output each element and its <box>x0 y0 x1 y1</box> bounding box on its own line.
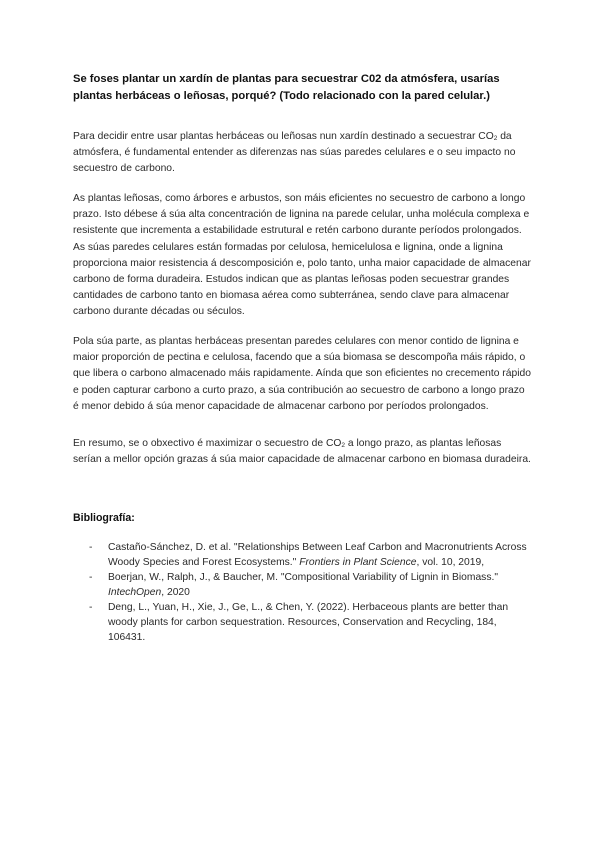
paragraph-intro-text-b: da atmósfera, é fundamental entender as diferenzas nas súas paredes celulares e o seu impacto no secuestro de carbono. <box>73 131 516 175</box>
paragraph-summary <box>73 436 531 468</box>
citation-text: Boerjan, W., Ralph, J., & Baucher, M. "Compositional Variability of Lignin in Biomass." <box>108 572 498 584</box>
paragraph-summary-text-a: En resumo, se o obxectivo é maximizar o secuestro de CO <box>73 438 342 449</box>
question-heading: Se foses plantar un xardín de plantas para secuestrar C02 da atmósfera, usarías plantas herbáceas o leñosas, porqué? (Todo relacionado con la pared celular.) <box>73 73 500 102</box>
co2-subscript: 2 <box>493 135 498 142</box>
citation-details: , 2020 <box>161 586 190 598</box>
citation-text: Deng, L., Yuan, H., Xie, J., Ge, L., & Chen, Y. (2022). Herbaceous plants are better than woody plants for carbon sequestration. Resources, Conservation and Recycling, 184, 106431. <box>108 602 509 643</box>
paragraph-summary-text-b: a longo prazo, as plantas leñosas serían a mellor opción grazas á súa maior capacidade de almacenar carbono en biomasa duradeira. <box>73 438 531 466</box>
citation-details: , vol. 10, 2019, <box>416 556 485 568</box>
bullet-dash: - <box>89 572 93 584</box>
citation-publisher: IntechOpen <box>108 586 162 598</box>
paragraph-herbaceous-plants: Pola súa parte, as plantas herbáceas presentan paredes celulares con menor contido de lignina e maior proporción de pectina e celulosa, facendo que a súa biomasa se descompoña máis rápido, o que libera o carbono almacenado máis rapidamente. Aínda que son eficientes no crecemento rápido e poden capturar carbono a curto prazo, a súa contribución ao secuestro de carbono a longo prazo é menor debido á súa menor capacidade de almacenar carbono por períodos prolongados. <box>73 336 531 412</box>
citation-journal: Frontiers in Plant Science <box>299 556 417 568</box>
citation-text: Castaño-Sánchez, D. et al. "Relationships Between Leaf Carbon and Macronutrients Across Woody Species and Forest Ecosystems." <box>108 542 527 568</box>
bullet-dash: - <box>89 602 93 614</box>
paragraph-intro-text-a: Para decidir entre usar plantas herbáceas ou leñosas nun xardín destinado a secuestrar CO <box>73 131 494 142</box>
bibliography-item <box>73 571 533 600</box>
bibliography-heading: Bibliografía: <box>73 512 135 524</box>
paragraph-woody-plants: As plantas leñosas, como árbores e arbustos, son máis eficientes no secuestro de carbono a longo prazo. Isto débese á súa alta concentración de lignina na parede celular, unha molécula complexa e resistente que incrementa a estabilidade estrutural e retén carbono durante períodos prolongados. As súas paredes celulares están formadas por celulosa, hemicelulosa e lignina, onde a lignina proporciona maior resistencia á descomposición e, polo tanto, unha maior capacidade de almacenar carbono de forma duradeira. Estudos indican que as plantas leñosas poden secuestrar grandes cantidades de carbono tanto en biomasa aérea como subterránea, sendo clave para almacenar carbono durante décadas ou séculos. <box>73 193 531 318</box>
bullet-dash: - <box>89 542 93 553</box>
bibliography-item <box>73 601 533 645</box>
bibliography-list <box>73 541 533 646</box>
co2-subscript: 2 <box>341 442 346 449</box>
bibliography-item <box>73 541 533 570</box>
paragraph-intro <box>73 129 531 178</box>
